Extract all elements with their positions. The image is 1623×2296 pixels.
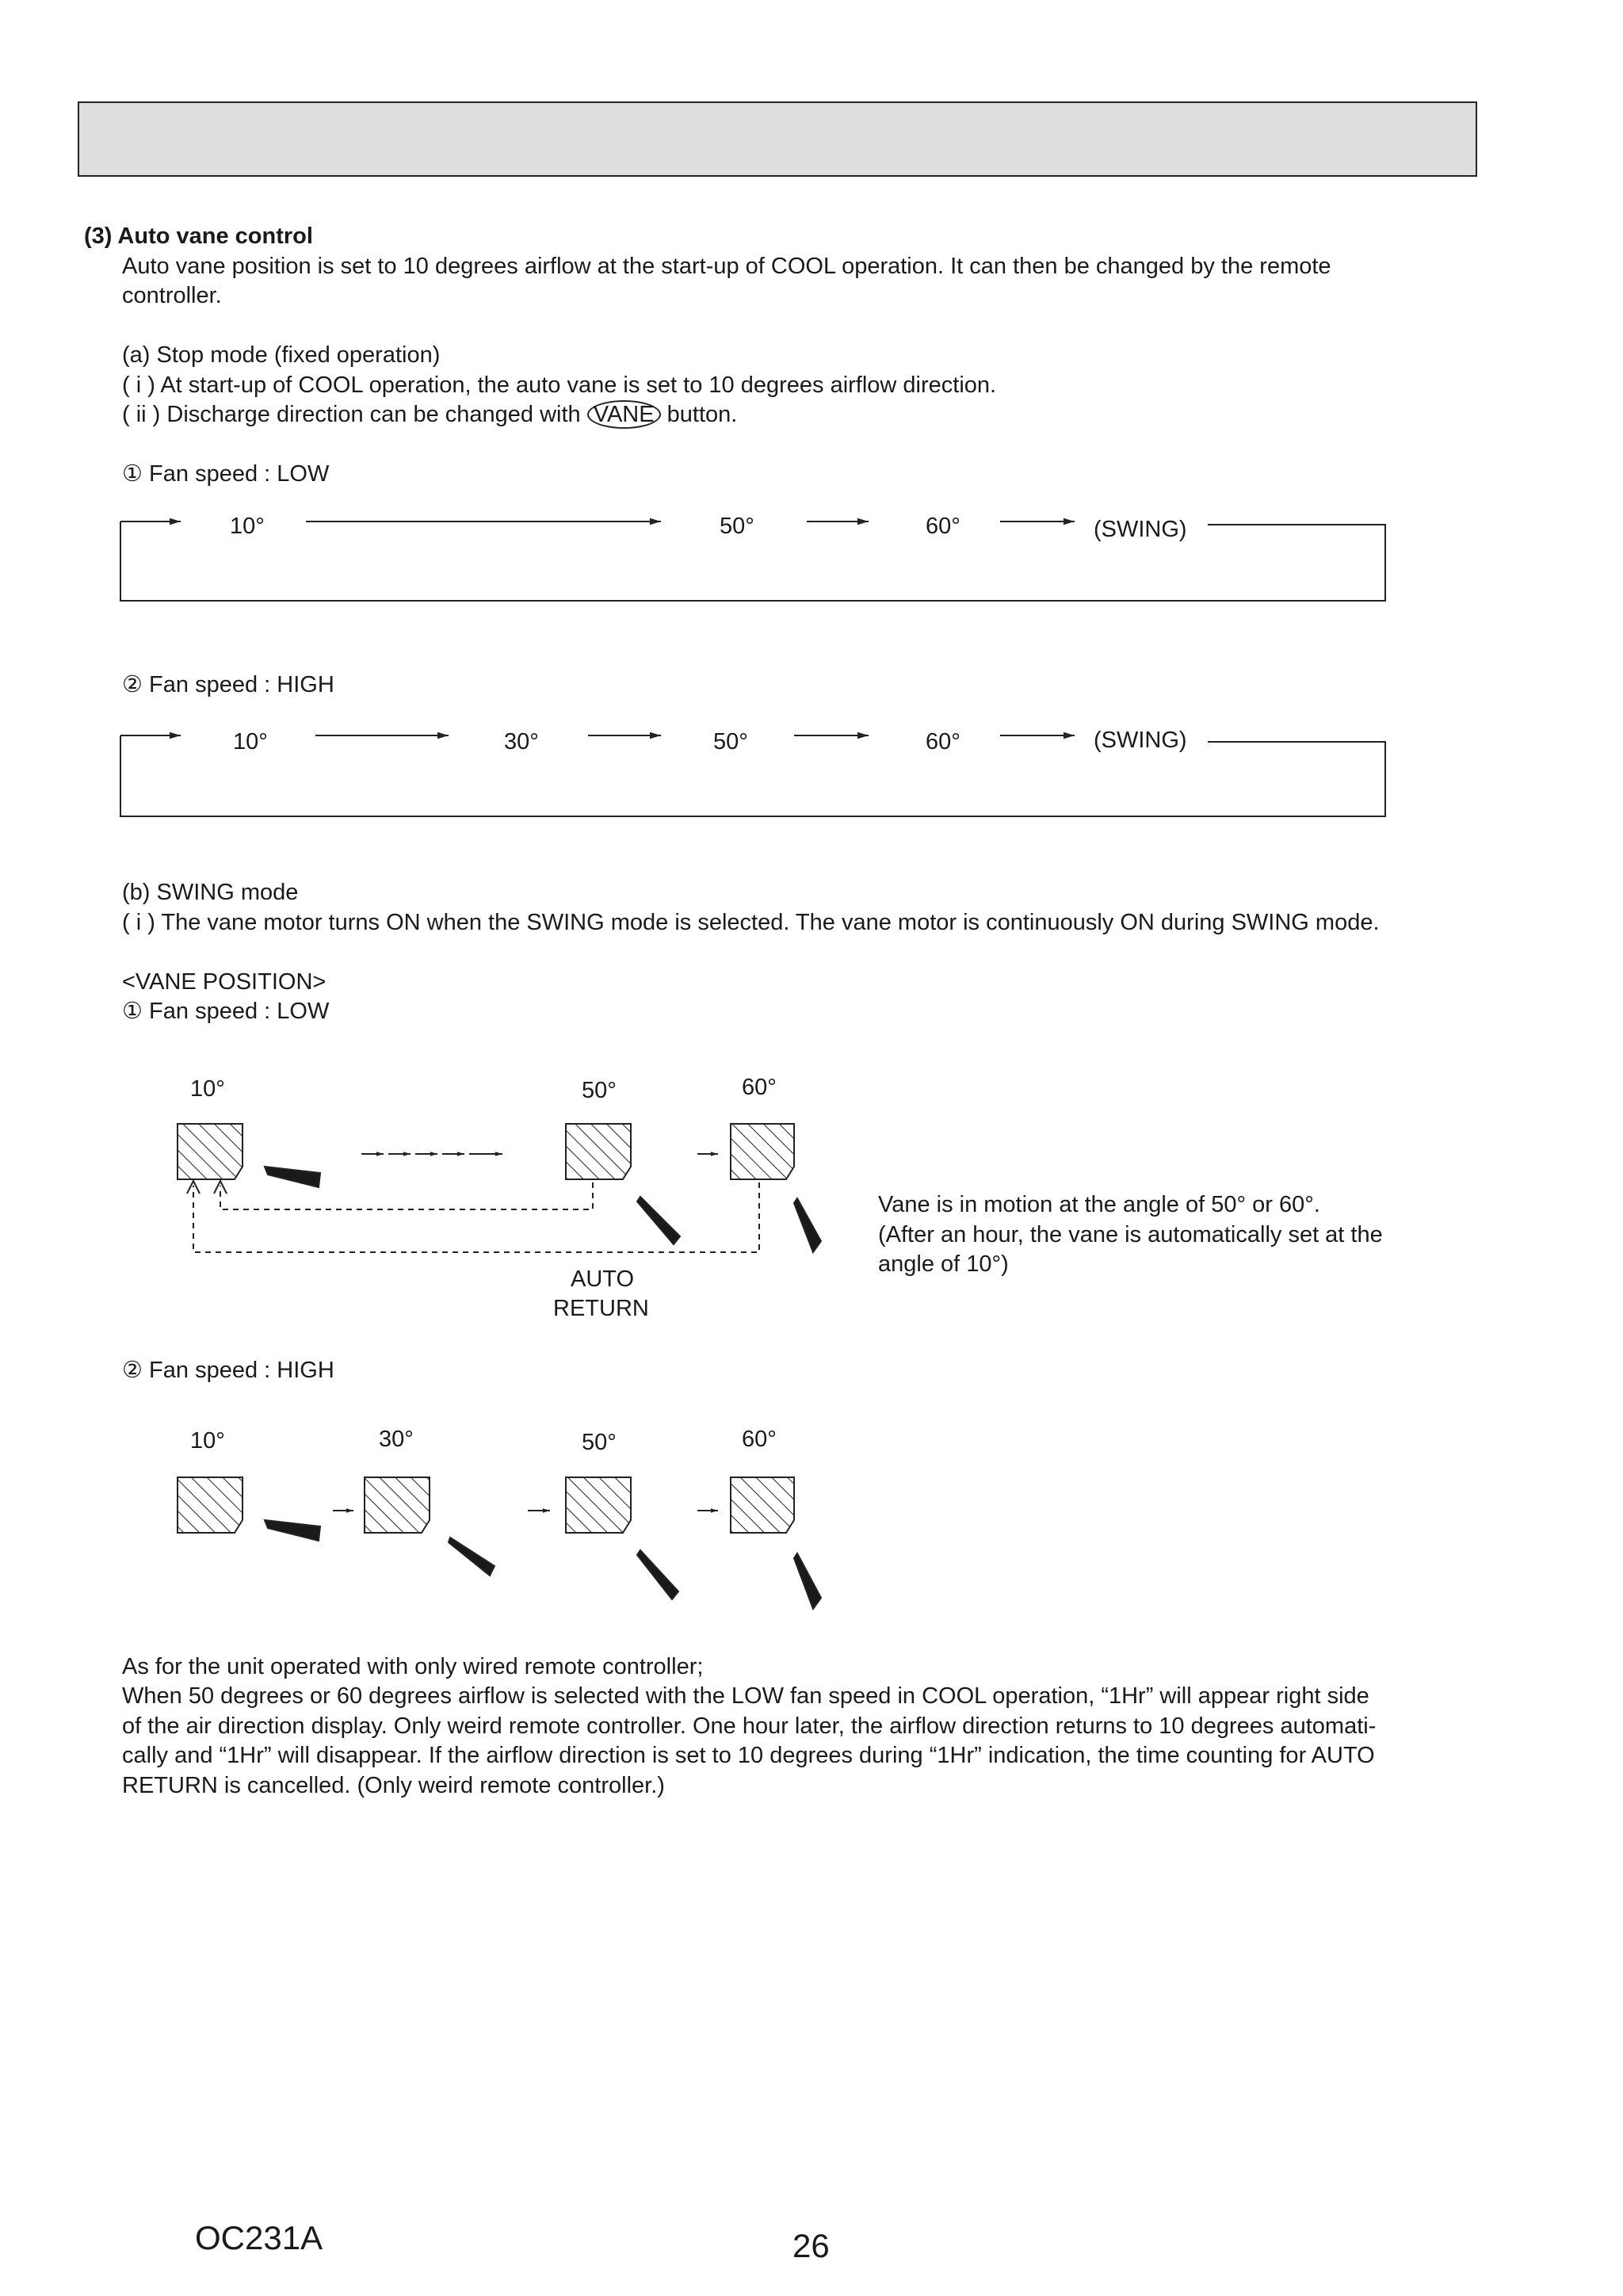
- stop-high-step-60: 60°: [926, 729, 960, 755]
- swing-low-angle-50: 50°: [582, 1078, 617, 1103]
- vane-box-50-low: [566, 1124, 631, 1179]
- vane-blade-50-low: [637, 1197, 680, 1244]
- stop-mode-title: (a) Stop mode (fixed operation): [122, 342, 441, 368]
- page-number: 26: [792, 2227, 830, 2264]
- stop-low-step-60: 60°: [926, 514, 960, 539]
- vane-button-label: VANE: [587, 400, 661, 429]
- swing-high-angle-30: 30°: [379, 1427, 414, 1452]
- stop-low-label: ① Fan speed : LOW: [122, 461, 330, 487]
- stop-low-return-loop: [120, 521, 1385, 601]
- swing-note-2: (After an hour, the vane is automatically set at the: [878, 1222, 1383, 1247]
- stop-mode-item-ii-prefix: ( ii ) Discharge direction can be changed with: [122, 402, 581, 427]
- swing-note-3: angle of 10°): [878, 1251, 1009, 1277]
- model-code: OC231A: [195, 2219, 323, 2256]
- stop-high-step-swing: (SWING): [1094, 728, 1187, 753]
- footnote-line-4: cally and “1Hr” will disappear. If the airflow direction is set to 10 degrees during “1Hr” indication, the time counting for AUTO: [122, 1743, 1375, 1768]
- footnote-line-2: When 50 degrees or 60 degrees airflow is selected with the LOW fan speed in COOL operation, “1Hr” will appear right side: [122, 1683, 1369, 1709]
- vane-blade-10-high: [265, 1520, 320, 1541]
- footnote-line-3: of the air direction display. Only weird remote controller. One hour later, the airflow direction returns to 10 degrees automati-: [122, 1713, 1377, 1739]
- vane-box-10-high: [178, 1477, 242, 1533]
- swing-low-angle-10: 10°: [190, 1076, 225, 1102]
- vane-blade-50-high: [637, 1550, 678, 1599]
- swing-low-angle-60: 60°: [742, 1075, 777, 1100]
- swing-note-1: Vane is in motion at the angle of 50° or 60°.: [878, 1192, 1320, 1217]
- stop-mode-item-i: ( i ) At start-up of COOL operation, the auto vane is set to 10 degrees airflow direction.: [122, 372, 997, 398]
- stop-high-step-10: 10°: [233, 729, 268, 755]
- stop-high-return-loop: [120, 735, 1385, 816]
- stop-high-label: ② Fan speed : HIGH: [122, 672, 334, 697]
- stop-low-step-10: 10°: [230, 514, 265, 539]
- auto-return-from-50: [220, 1182, 593, 1209]
- swing-low-label: ① Fan speed : LOW: [122, 999, 330, 1024]
- swing-high-label: ② Fan speed : HIGH: [122, 1358, 334, 1383]
- section-title: (3) Auto vane control: [84, 223, 313, 249]
- swing-high-angle-50: 50°: [582, 1430, 617, 1455]
- vane-blade-60-high: [794, 1553, 821, 1609]
- vane-box-60-high: [731, 1477, 794, 1533]
- swing-high-vanes: [178, 1477, 821, 1609]
- swing-mode-item-i: ( i ) The vane motor turns ON when the SWING mode is selected. The vane motor is continuously ON during SWING mode.: [122, 910, 1380, 935]
- vane-blade-60-low: [794, 1198, 821, 1252]
- vane-position-heading: <VANE POSITION>: [122, 969, 327, 995]
- vane-blade-30-high: [449, 1538, 495, 1576]
- stop-high-step-50: 50°: [713, 729, 748, 755]
- intro-line-1: Auto vane position is set to 10 degrees airflow at the start-up of COOL operation. It can then be changed by the remote: [122, 254, 1331, 279]
- vane-blade-10-low: [265, 1167, 320, 1187]
- stop-mode-item-ii-suffix: button.: [666, 402, 738, 427]
- swing-mode-title: (b) SWING mode: [122, 880, 299, 905]
- vane-box-10-low: [178, 1124, 242, 1179]
- auto-return-label-2: RETURN: [553, 1296, 649, 1321]
- footnote-line-5: RETURN is cancelled. (Only weird remote controller.): [122, 1773, 665, 1798]
- vane-box-50-high: [566, 1477, 631, 1533]
- vane-box-30-high: [365, 1477, 430, 1533]
- swing-low-vanes: [178, 1124, 821, 1252]
- stop-high-step-30: 30°: [504, 729, 539, 755]
- vane-box-60-low: [731, 1124, 794, 1179]
- swing-high-angle-60: 60°: [742, 1427, 777, 1452]
- intro-line-2: controller.: [122, 283, 222, 308]
- auto-return-label-1: AUTO: [571, 1266, 635, 1292]
- swing-high-angle-10: 10°: [190, 1428, 225, 1454]
- stop-low-step-swing: (SWING): [1094, 517, 1187, 542]
- footnote-line-1: As for the unit operated with only wired remote controller;: [122, 1654, 704, 1679]
- stop-low-flow: [120, 521, 1385, 601]
- stop-low-step-50: 50°: [720, 514, 754, 539]
- stop-high-flow: [120, 735, 1385, 816]
